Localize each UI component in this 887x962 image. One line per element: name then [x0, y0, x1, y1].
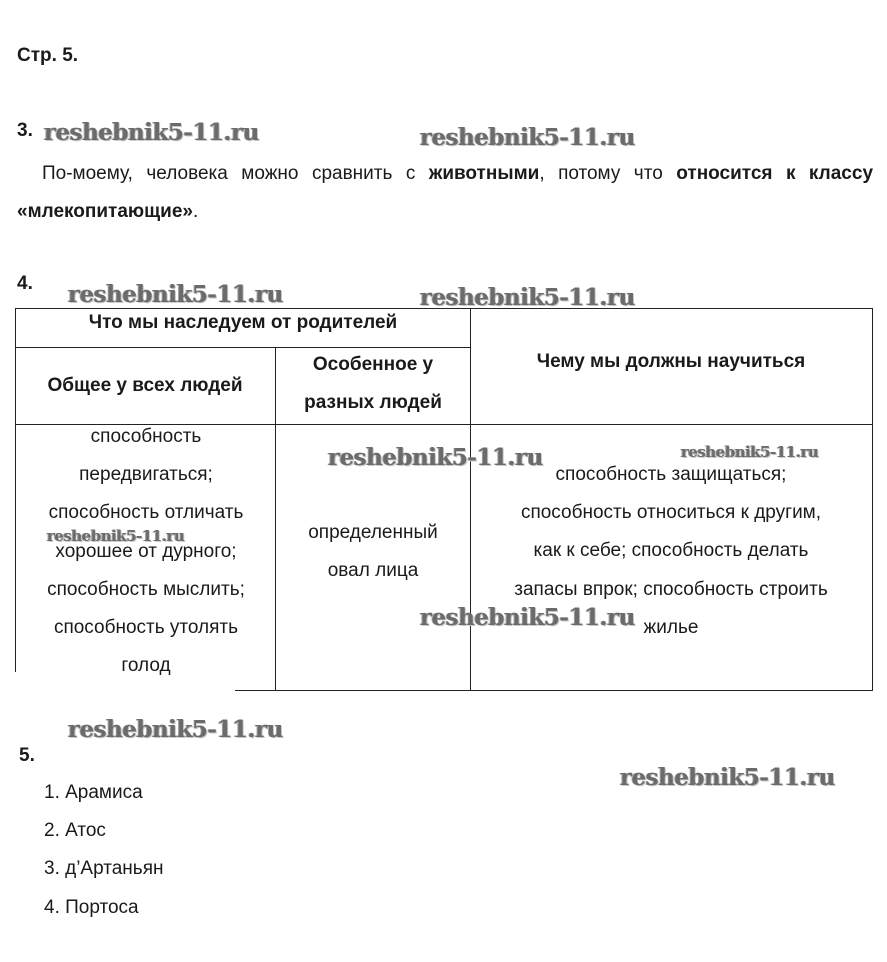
watermark: reshebnik5-11.ru: [420, 284, 635, 311]
task-5-number: 5.: [19, 745, 35, 766]
table-bottom-border: [235, 690, 873, 691]
table-header-common: Общее у всех людей: [47, 374, 243, 396]
watermark: reshebnik5-11.ru: [328, 444, 543, 471]
table-cell-common-abilities: способность передвигаться; способность отличать хорошее от дурного; способность мыслить; способность утолять голод: [47, 426, 245, 677]
table-cell-special-traits: определенный овал лица: [308, 522, 438, 582]
list-item: 1. Арамиса: [44, 782, 143, 803]
task-3-bold-animals: животными: [428, 163, 540, 184]
task-3-number: 3.: [17, 120, 33, 141]
list-item: 4. Портоса: [44, 897, 139, 918]
watermark: reshebnik5-11.ru: [620, 764, 835, 791]
watermark: reshebnik5-11.ru: [68, 281, 283, 308]
list-item: 3. д’Артаньян: [44, 858, 164, 879]
task-3-bold-class: относится к классу «млекопитающие»: [17, 163, 874, 222]
task-4-number: 4.: [17, 273, 33, 294]
watermark: reshebnik5-11.ru: [420, 124, 635, 151]
table-header-inherit: Что мы наследуем от родителей: [88, 312, 398, 333]
watermark: reshebnik5-11.ru: [681, 443, 819, 461]
watermark: reshebnik5-11.ru: [44, 119, 259, 146]
task-3-text-after: .: [192, 201, 199, 222]
task-3-answer: [17, 155, 873, 231]
table-header-learn: Чему мы должны научиться: [536, 351, 806, 372]
task-3-text-middle: , потому что: [539, 163, 677, 184]
watermark: reshebnik5-11.ru: [68, 716, 283, 743]
table-cell-learn-abilities: способность защищаться; способность относиться к другим, как к себе; способность делать запасы впрок; способность строить жилье: [514, 464, 828, 638]
watermark: reshebnik5-11.ru: [420, 604, 635, 631]
table-header-special: Особенное у разных людей: [304, 354, 442, 413]
table-right-border: [872, 308, 873, 691]
page-number: Стр. 5.: [17, 45, 79, 66]
list-item: 2. Атос: [44, 820, 106, 841]
task-3-text-before: По-моему, человека можно сравнить с: [42, 163, 429, 184]
watermark: reshebnik5-11.ru: [47, 527, 185, 545]
